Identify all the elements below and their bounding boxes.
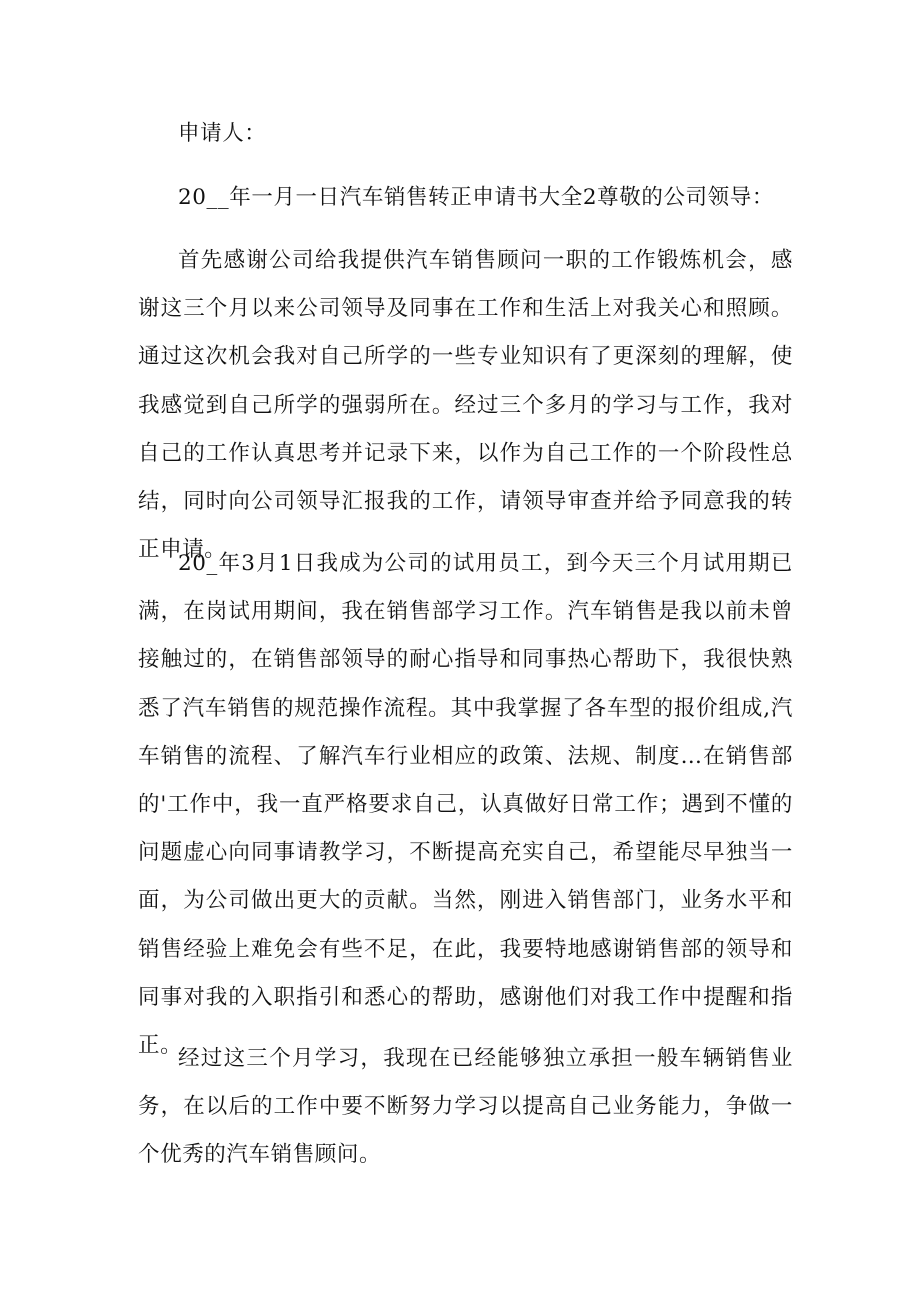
- date-greeting-line: 20__年一月一日汽车销售转正申请书大全2尊敬的公司领导：: [178, 185, 774, 210]
- paragraph-thanks: 首先感谢公司给我提供汽车销售顾问一职的工作锻炼机会，感谢这三个月以来公司领导及同事在工作和生活上对我关心和照顾。通过这次机会我对自己所学的一些专业知识有了更深刻的理解，使我感觉到自己所学的强弱所在。经过三个多月的学习与工作，我对自己的工作认真思考并记录下来，以作为自己工作的一个阶段性总结，同时向公司领导汇报我的工作，请领导审查并给予同意我的转正申请。: [138, 248, 793, 563]
- paragraph-probation: 20_年3月1日我成为公司的试用员工，到今天三个月试用期已满，在岗试用期间，我在销售部学习工作。汽车销售是我以前未曾接触过的，在销售部领导的耐心指导和同事热心帮助下，我很快熟悉了汽车销售的规范操作流程。其中我掌握了各车型的报价组成,汽车销售的流程、了解汽车行业相应的政策、法规、制度…在销售部的'工作中，我一直严格要求自己，认真做好日常工作；遇到不懂的问题虚心向同事请教学习，不断提高充实自己，希望能尽早独当一面，为公司做出更大的贡献。当然，刚进入销售部门，业务水平和销售经验上难免会有些不足，在此，我要特地感谢销售部的领导和同事对我的入职指引和悉心的帮助，感谢他们对我工作中提醒和指正。: [138, 551, 793, 1059]
- applicant-line: 申请人：: [178, 121, 267, 146]
- paragraph-conclusion: 经过这三个月学习，我现在已经能够独立承担一般车辆销售业务，在以后的工作中要不断努力学习以提高自己业务能力，争做一个优秀的汽车销售顾问。: [138, 1046, 793, 1168]
